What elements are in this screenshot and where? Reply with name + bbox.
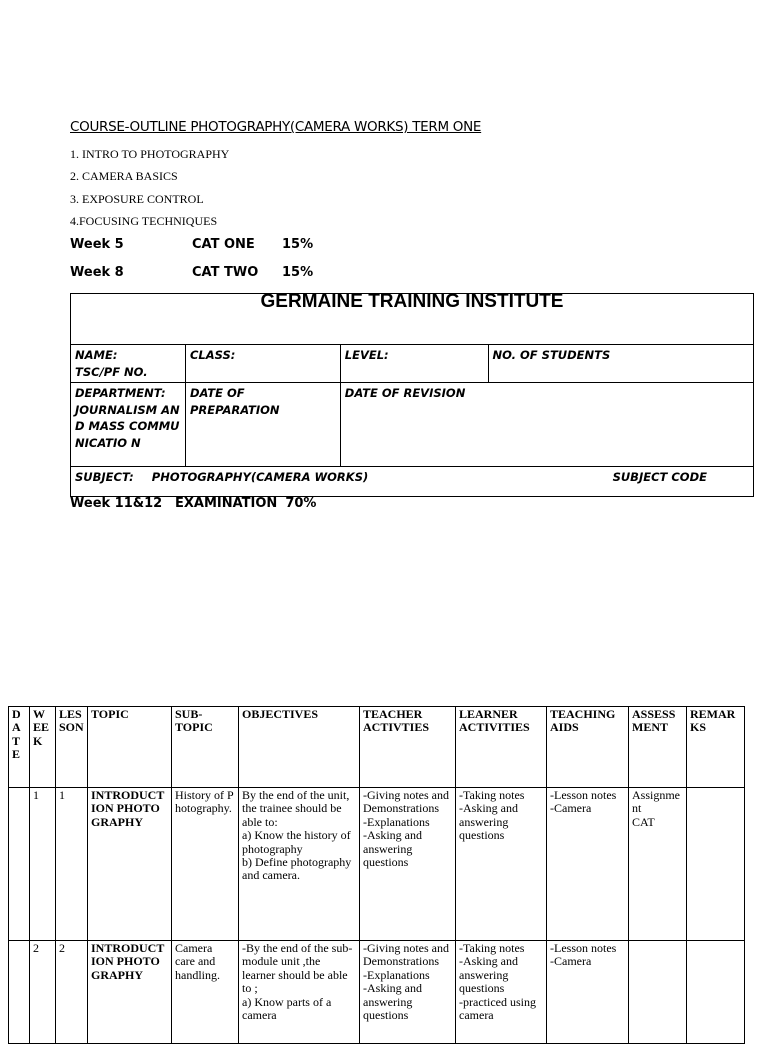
assessment-name: CAT TWO (192, 265, 259, 280)
header-date: DATE (9, 707, 30, 788)
subject-value: PHOTOGRAPHY(CAMERA WORKS) (151, 470, 369, 484)
level-label: LEVEL: (340, 345, 488, 383)
header-assessment: ASSESSMENT (629, 707, 687, 788)
institute-info-table (70, 293, 754, 497)
cell-learner-activities: -Taking notes -Asking and answering questions -practiced using camera (456, 941, 547, 1044)
institute-name: GERMAINE TRAINING INSTITUTE (260, 291, 564, 312)
assessment-week: Week 8 (70, 265, 124, 280)
assessment-name: CAT ONE (192, 237, 255, 252)
cell-subtopic: Camera care and handling. (172, 941, 239, 1044)
cell-date (9, 941, 30, 1044)
course-outline-title: COURSE-OUTLINE PHOTOGRAPHY(CAMERA WORKS) TERM ONE (70, 119, 482, 135)
department-value: JOURNALISM AND MASS COMMUNICATIO N (75, 402, 180, 450)
students-label: NO. OF STUDENTS (488, 345, 754, 383)
cell-learner-activities: -Taking notes -Asking and answering questions (456, 788, 547, 941)
cell-lesson: 2 (56, 941, 88, 1044)
table-row (9, 788, 745, 941)
cell-assessment: Assignment CAT (629, 788, 687, 941)
cell-remarks (687, 788, 745, 941)
institute-name-cell (71, 291, 754, 345)
topic-item: 2. CAMERA BASICS (70, 169, 178, 184)
cell-teaching-aids: -Lesson notes -Camera (547, 788, 629, 941)
cell-remarks (687, 941, 745, 1044)
cell-teaching-aids: -Lesson notes -Camera (547, 941, 629, 1044)
header-learner-activities: LEARNER ACTIVITIES (456, 707, 547, 788)
header-week: WEEK (30, 707, 56, 788)
exam-week: Week 11&12 (70, 496, 163, 511)
table-row (9, 941, 745, 1044)
assessment-weight: 15% (282, 265, 314, 280)
cell-date (9, 788, 30, 941)
cell-teacher-activities: -Giving notes and Demonstrations -Explanations -Asking and answering questions (360, 788, 456, 941)
subject-code-label: SUBJECT CODE (612, 470, 707, 484)
name-label: NAME: (75, 348, 118, 362)
header-topic: TOPIC (88, 707, 172, 788)
cell-teacher-activities: -Giving notes and Demonstrations -Explanations -Asking and answering questions (360, 941, 456, 1044)
cell-assessment (629, 941, 687, 1044)
cell-week: 2 (30, 941, 56, 1044)
exam-weight: 70% (285, 496, 317, 511)
scheme-of-work-table (8, 706, 745, 1044)
table-header-row (9, 707, 745, 788)
date-revision-label: DATE OF REVISION (340, 383, 753, 467)
cell-lesson: 1 (56, 788, 88, 941)
exam-line (70, 496, 316, 511)
department-cell (71, 383, 186, 467)
class-label: CLASS: (185, 345, 340, 383)
exam-name: EXAMINATION (175, 496, 278, 511)
cell-topic: INTRODUCTION PHOTOGRAPHY (88, 941, 172, 1044)
topic-item: 1. INTRO TO PHOTOGRAPHY (70, 147, 230, 161)
header-remarks: REMARKS (687, 707, 745, 788)
topic-item: 3. EXPOSURE CONTROL (70, 191, 204, 206)
cell-subtopic: History of Photography. (172, 788, 239, 941)
header-subtopic: SUB-TOPIC (172, 707, 239, 788)
cell-topic: INTRODUCTION PHOTOGRAPHY (88, 788, 172, 941)
subject-cell (71, 467, 754, 497)
department-label: DEPARTMENT: (75, 386, 166, 400)
subject-label: SUBJECT: (75, 470, 134, 484)
cell-objectives: -By the end of the sub-module unit ,the learner should be able to ; a) Know parts of a camera (239, 941, 360, 1044)
header-teaching-aids: TEACHING AIDS (547, 707, 629, 788)
topic-item: 4.FOCUSING TECHNIQUES (70, 213, 218, 228)
assessment-week: Week 5 (70, 237, 124, 252)
cell-week: 1 (30, 788, 56, 941)
topic-list (70, 146, 229, 235)
header-teacher-activities: TEACHER ACTIVTIES (360, 707, 456, 788)
tsc-label: TSC/PF NO. (75, 364, 148, 379)
assessment-weight: 15% (282, 237, 314, 252)
cell-objectives: By the end of the unit, the trainee should be able to: a) Know the history of photography b) Define photography and camera. (239, 788, 360, 941)
date-preparation-label: DATE OF PREPARATION (185, 383, 340, 467)
name-cell (71, 345, 186, 383)
header-objectives: OBJECTIVES (239, 707, 360, 788)
header-lesson: LESSON (56, 707, 88, 788)
